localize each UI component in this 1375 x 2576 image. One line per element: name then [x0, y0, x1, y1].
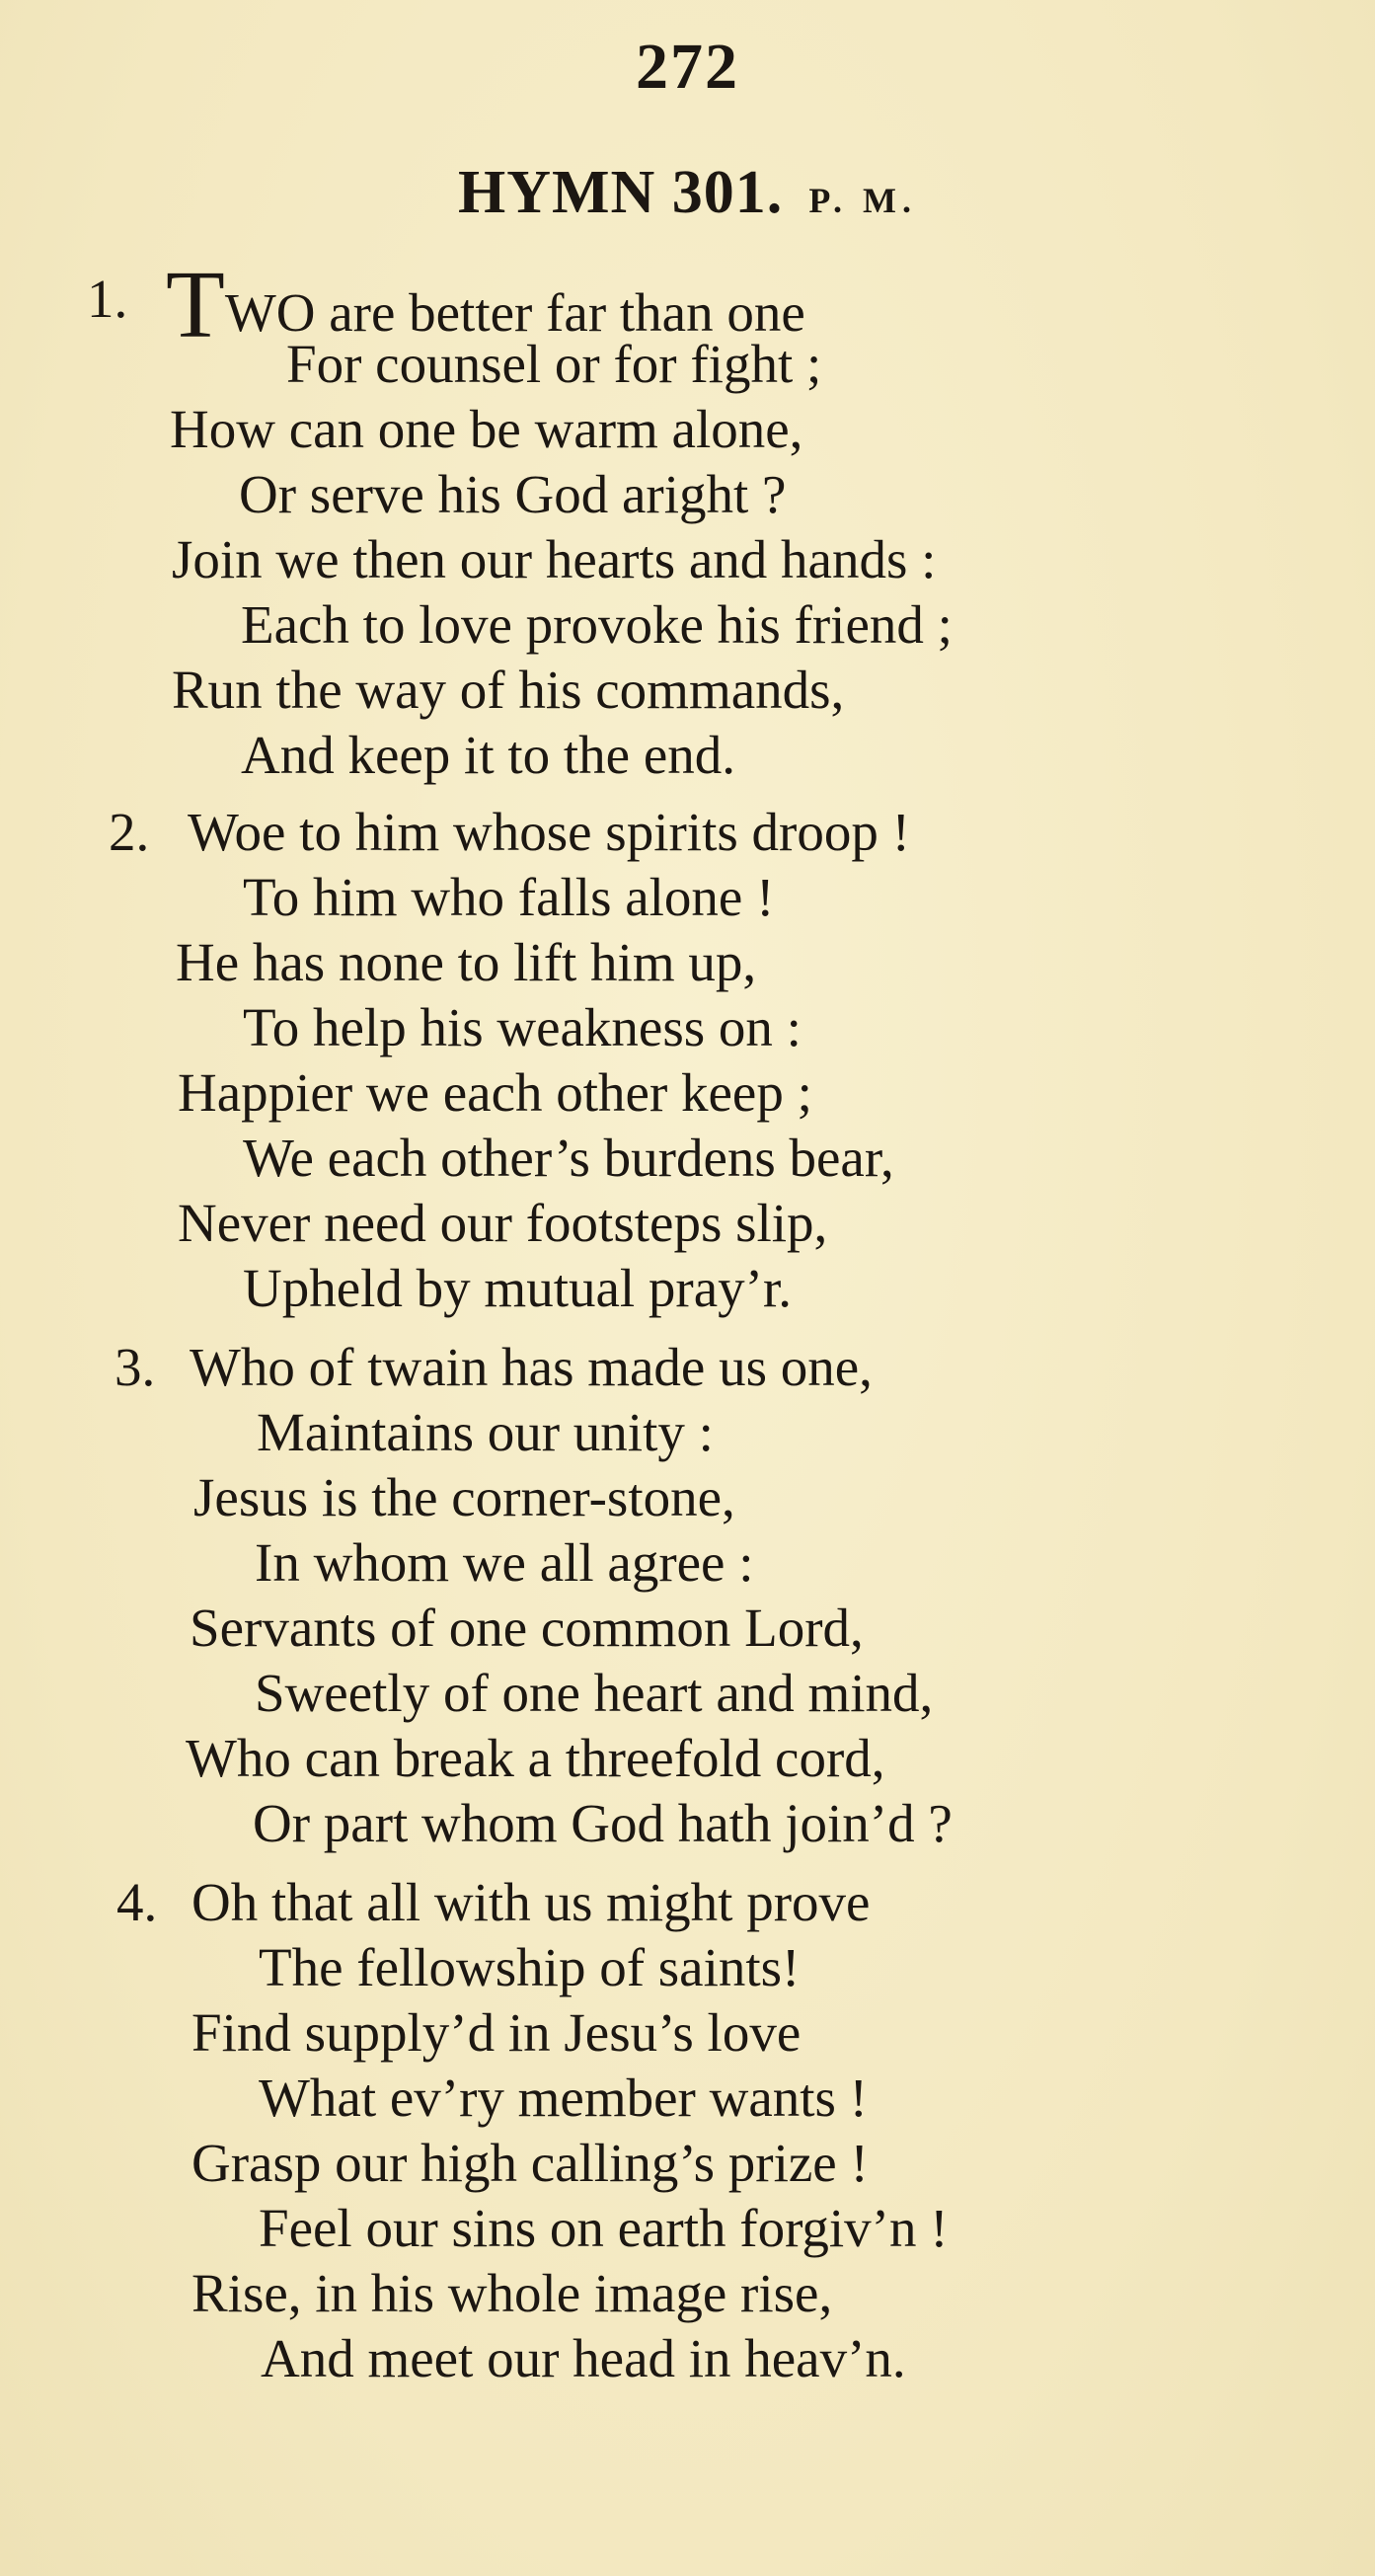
verse-line: Never need our footsteps slip,	[178, 1193, 828, 1253]
hymn-title	[0, 158, 1375, 228]
hymn-meter: P. M.	[808, 181, 917, 220]
page-number: 272	[636, 31, 739, 103]
verse-line: Find supply’d in Jesu’s love	[191, 2002, 802, 2063]
verse-line: Maintains our unity :	[257, 1402, 714, 1462]
verse-line: Grasp our high calling’s prize !	[191, 2133, 869, 2193]
verse-line: He has none to lift him up,	[176, 932, 757, 992]
verse-line: Rise, in his whole image rise,	[191, 2263, 833, 2323]
verse-line: For counsel or for fight ;	[286, 334, 822, 394]
verse-line: And keep it to the end.	[241, 725, 735, 785]
verse-line: How can one be warm alone,	[170, 399, 803, 459]
verse-line: The fellowship of saints!	[259, 1937, 801, 1997]
drop-cap: T	[166, 252, 225, 358]
stanza-number: 2.	[109, 802, 150, 862]
verse-line-text: WO are better far than one	[224, 282, 805, 343]
verse-line: And meet our head in heav’n.	[261, 2328, 906, 2388]
stanza-number: 1.	[87, 269, 128, 329]
verse-line: To him who falls alone !	[243, 867, 775, 927]
hymn-title-main: HYMN 301.	[458, 159, 784, 226]
verse-line: Sweetly of one heart and mind,	[255, 1663, 934, 1723]
verse-line: To help his weakness on :	[243, 997, 802, 1057]
verse-line: Upheld by mutual pray’r.	[243, 1258, 792, 1318]
verse-line: Join we then our hearts and hands :	[172, 529, 937, 589]
verse-line: We each other’s burdens bear,	[243, 1128, 894, 1188]
verse-line: In whom we all agree :	[255, 1532, 754, 1593]
verse-line: Or part whom God hath join’d ?	[253, 1793, 953, 1853]
verse-line: Who of twain has made us one,	[190, 1337, 873, 1397]
verse-line: Run the way of his commands,	[172, 660, 845, 720]
verse-line: Jesus is the corner-stone,	[193, 1467, 735, 1527]
verse-line: Servants of one common Lord,	[190, 1598, 864, 1658]
verse-line: Oh that all with us might prove	[191, 1872, 871, 1932]
stanza-number: 3.	[115, 1337, 156, 1397]
stanza-number: 4.	[116, 1872, 158, 1932]
verse-line: Each to love provoke his friend ;	[241, 594, 953, 655]
verse-line: What ev’ry member wants !	[259, 2068, 868, 2128]
verse-line: Or serve his God aright ?	[239, 464, 787, 524]
verse-line: Woe to him whose spirits droop !	[188, 802, 910, 862]
verse-line: Who can break a threefold cord,	[186, 1728, 885, 1788]
verse-line: Feel our sins on earth forgiv’n !	[259, 2198, 949, 2258]
verse-line: Happier we each other keep ;	[178, 1062, 812, 1123]
